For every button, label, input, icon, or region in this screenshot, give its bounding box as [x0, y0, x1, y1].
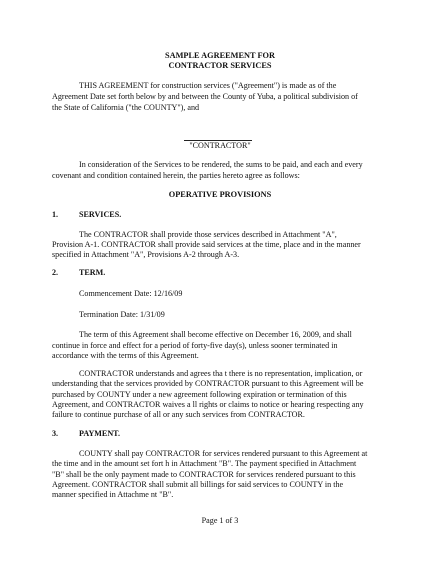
- term-line-1: The term of this Agreement shall become effective on December 16, 2009, and shall: [79, 330, 352, 339]
- term-line-3: accordance with the terms of this Agreement.: [52, 351, 199, 360]
- consideration-line-1: In consideration of the Services to be rendered, the sums to be paid, and each and every: [79, 160, 363, 169]
- section-1-title: SERVICES.: [79, 210, 122, 219]
- consideration-line-2: covenant and condition contained herein, the parties hereto agree as follows:: [52, 171, 300, 180]
- understanding-line-4: Agreement, and CONTRACTOR waives a ll rights or claims to notice or hearing respecting any: [52, 400, 364, 409]
- section-2-number: 2.: [52, 268, 59, 277]
- operative-provisions-heading: OPERATIVE PROVISIONS: [168, 190, 272, 199]
- termination-date: Termination Date: 1/31/09: [79, 310, 165, 319]
- payment-line-2: the time and in the amount set fort h in Attachment "B". The payment specified in Attachment: [52, 459, 357, 468]
- understanding-line-3: purchased by COUNTY under a new agreement following expiration or termination of this: [52, 390, 347, 399]
- understanding-line-5: failure to continue purchase of all or any such services from CONTRACTOR.: [52, 410, 305, 419]
- intro-line-2: Agreement Date set forth below by and between the County of Yuba, a political subdivision of: [52, 92, 358, 101]
- commencement-date: Commencement Date: 12/16/09: [79, 289, 183, 298]
- payment-line-1: COUNTY shall pay CONTRACTOR for services rendered pursuant to this Agreement at: [79, 449, 368, 458]
- section-1-number: 1.: [52, 210, 59, 219]
- section-1-line-1: The CONTRACTOR shall provide those services described in Attachment "A",: [79, 230, 337, 239]
- intro-line-1: THIS AGREEMENT for construction services ("Agreement") is made as of the: [79, 81, 337, 90]
- payment-line-5: manner specified in Attachme nt "B".: [52, 490, 174, 499]
- section-1-line-2: Provision A-1. CONTRACTOR shall provide said services at the time, place and in the manner: [52, 240, 361, 249]
- section-1-line-3: specified in Attachment "A", Provisions A-2 through A-3.: [52, 250, 240, 259]
- page-footer: Page 1 of 3: [201, 516, 239, 525]
- intro-line-3: the State of California ("the COUNTY"), and: [52, 103, 200, 112]
- title-line-2: CONTRACTOR SERVICES: [168, 61, 272, 70]
- payment-line-4: Agreement. CONTRACTOR shall submit all billings for said services to COUNTY in the: [52, 480, 344, 489]
- section-3-number: 3.: [52, 429, 59, 438]
- term-line-2: continue in force and effect for a period of forty-five day(s), unless sooner terminated in: [52, 341, 338, 350]
- section-2-title: TERM.: [79, 268, 106, 277]
- payment-line-3: "B" shall be the only payment made to CONTRACTOR for services rendered pursuant to this: [52, 470, 356, 479]
- contractor-label: "CONTRACTOR": [189, 141, 251, 150]
- title-line-1: SAMPLE AGREEMENT FOR: [164, 51, 276, 60]
- understanding-line-1: CONTRACTOR understands and agrees tha t there is no representation, implication, or: [79, 369, 363, 378]
- understanding-line-2: understanding that the services provided by CONTRACTOR pursuant to this Agreement will be: [52, 379, 364, 388]
- section-3-title: PAYMENT.: [79, 429, 120, 438]
